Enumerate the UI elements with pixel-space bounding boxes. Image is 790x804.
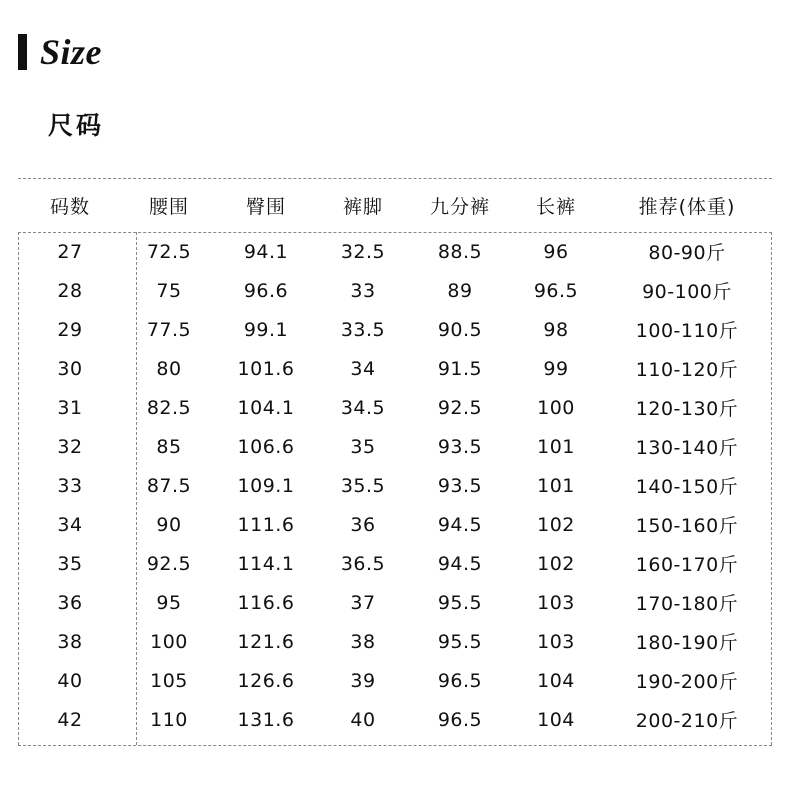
cell-waist: 110 <box>150 708 188 731</box>
cell-recommended-weight: 200-210斤 <box>635 710 739 732</box>
cell-waist: 87.5 <box>146 474 192 497</box>
column-header: 臀围 <box>245 195 286 218</box>
title-accent-bar <box>18 34 27 70</box>
cell-cropped-length: 94.5 <box>437 513 483 536</box>
cell-size: 27 <box>57 240 83 263</box>
cell-recommended-weight: 90-100斤 <box>642 281 732 303</box>
cell-leg-opening: 32.5 <box>340 240 386 263</box>
cell-recommended-weight: 140-150斤 <box>635 476 739 498</box>
cell-size: 32 <box>57 435 83 458</box>
cell-recommended-weight: 160-170斤 <box>635 554 739 576</box>
cell-hip: 99.1 <box>243 318 289 341</box>
cell-full-length: 103 <box>537 591 575 614</box>
cell-hip: 116.6 <box>237 591 295 614</box>
page-title <box>18 34 102 70</box>
cell-waist: 105 <box>150 669 188 692</box>
cell-cropped-length: 91.5 <box>437 357 483 380</box>
cell-cropped-length: 92.5 <box>437 396 483 419</box>
cell-waist: 90 <box>156 513 182 536</box>
cell-size: 35 <box>57 552 83 575</box>
cell-leg-opening: 34 <box>350 357 376 380</box>
cell-hip: 109.1 <box>237 474 295 497</box>
cell-full-length: 98 <box>543 318 569 341</box>
cell-hip: 126.6 <box>237 669 295 692</box>
cell-full-length: 103 <box>537 630 575 653</box>
cell-leg-opening: 38 <box>350 630 376 653</box>
cell-leg-opening: 33 <box>350 279 376 302</box>
cell-size: 42 <box>57 708 83 731</box>
column-header: 九分裤 <box>429 195 490 218</box>
cell-size: 28 <box>57 279 83 302</box>
cell-size: 40 <box>57 669 83 692</box>
cell-cropped-length: 93.5 <box>437 435 483 458</box>
cell-hip: 96.6 <box>243 279 289 302</box>
table-row <box>18 661 772 700</box>
cell-cropped-length: 90.5 <box>437 318 483 341</box>
cell-cropped-length: 88.5 <box>437 240 483 263</box>
table-row <box>18 466 772 505</box>
cell-full-length: 102 <box>537 513 575 536</box>
cell-hip: 94.1 <box>243 240 289 263</box>
cell-full-length: 104 <box>537 669 575 692</box>
cell-leg-opening: 39 <box>350 669 376 692</box>
cell-waist: 72.5 <box>146 240 192 263</box>
table-row <box>18 271 772 310</box>
cell-recommended-weight: 180-190斤 <box>635 632 739 654</box>
cell-full-length: 100 <box>537 396 575 419</box>
table-header <box>18 178 772 232</box>
cell-cropped-length: 95.5 <box>437 630 483 653</box>
cell-full-length: 101 <box>537 435 575 458</box>
cell-leg-opening: 40 <box>350 708 376 731</box>
table-row <box>18 622 772 661</box>
table-bottom-rule <box>18 745 772 746</box>
cell-waist: 80 <box>156 357 182 380</box>
cell-full-length: 96.5 <box>533 279 579 302</box>
cell-recommended-weight: 120-130斤 <box>635 398 739 420</box>
cell-leg-opening: 33.5 <box>340 318 386 341</box>
cell-leg-opening: 36 <box>350 513 376 536</box>
cell-leg-opening: 35 <box>350 435 376 458</box>
cell-size: 29 <box>57 318 83 341</box>
cell-leg-opening: 35.5 <box>340 474 386 497</box>
table-row <box>18 427 772 466</box>
cell-hip: 114.1 <box>237 552 295 575</box>
cell-cropped-length: 96.5 <box>437 669 483 692</box>
table-row <box>18 583 772 622</box>
cell-size: 36 <box>57 591 83 614</box>
table-row <box>18 349 772 388</box>
cell-size: 34 <box>57 513 83 536</box>
cell-cropped-length: 96.5 <box>437 708 483 731</box>
cell-hip: 121.6 <box>237 630 295 653</box>
table-row <box>18 505 772 544</box>
cell-hip: 104.1 <box>237 396 295 419</box>
cell-full-length: 99 <box>543 357 569 380</box>
column-header: 长裤 <box>535 195 576 218</box>
column-header: 推荐(体重) <box>638 195 736 218</box>
cell-recommended-weight: 170-180斤 <box>635 593 739 615</box>
column-header: 腰围 <box>148 195 189 218</box>
cell-leg-opening: 34.5 <box>340 396 386 419</box>
cell-size: 30 <box>57 357 83 380</box>
cell-recommended-weight: 150-160斤 <box>635 515 739 537</box>
cell-recommended-weight: 190-200斤 <box>635 671 739 693</box>
cell-waist: 77.5 <box>146 318 192 341</box>
cell-leg-opening: 36.5 <box>340 552 386 575</box>
table-header-row <box>18 178 772 232</box>
cell-recommended-weight: 100-110斤 <box>635 320 739 342</box>
cell-waist: 75 <box>156 279 182 302</box>
cell-recommended-weight: 130-140斤 <box>635 437 739 459</box>
cell-hip: 111.6 <box>237 513 295 536</box>
size-table <box>18 178 772 739</box>
cell-waist: 95 <box>156 591 182 614</box>
table-row <box>18 310 772 349</box>
cell-full-length: 96 <box>543 240 569 263</box>
cell-cropped-length: 89 <box>447 279 473 302</box>
cell-hip: 101.6 <box>237 357 295 380</box>
cell-cropped-length: 95.5 <box>437 591 483 614</box>
cell-leg-opening: 37 <box>350 591 376 614</box>
cell-recommended-weight: 80-90斤 <box>648 242 726 264</box>
cell-hip: 131.6 <box>237 708 295 731</box>
table-row <box>18 388 772 427</box>
cell-hip: 106.6 <box>237 435 295 458</box>
cell-full-length: 102 <box>537 552 575 575</box>
table-row <box>18 232 772 271</box>
cell-full-length: 104 <box>537 708 575 731</box>
column-header: 裤脚 <box>342 195 383 218</box>
cell-waist: 100 <box>150 630 188 653</box>
cell-waist: 82.5 <box>146 396 192 419</box>
cell-cropped-length: 93.5 <box>437 474 483 497</box>
table-body <box>18 232 772 739</box>
cell-waist: 92.5 <box>146 552 192 575</box>
title-text: Size <box>40 32 103 72</box>
cell-cropped-length: 94.5 <box>437 552 483 575</box>
cell-recommended-weight: 110-120斤 <box>635 359 739 381</box>
page-subtitle: 尺码 <box>48 111 105 140</box>
cell-size: 33 <box>57 474 83 497</box>
size-table-wrapper <box>18 178 772 739</box>
column-header: 码数 <box>49 195 90 218</box>
table-row <box>18 544 772 583</box>
cell-waist: 85 <box>156 435 182 458</box>
cell-size: 38 <box>57 630 83 653</box>
cell-size: 31 <box>57 396 83 419</box>
cell-full-length: 101 <box>537 474 575 497</box>
table-row <box>18 700 772 739</box>
